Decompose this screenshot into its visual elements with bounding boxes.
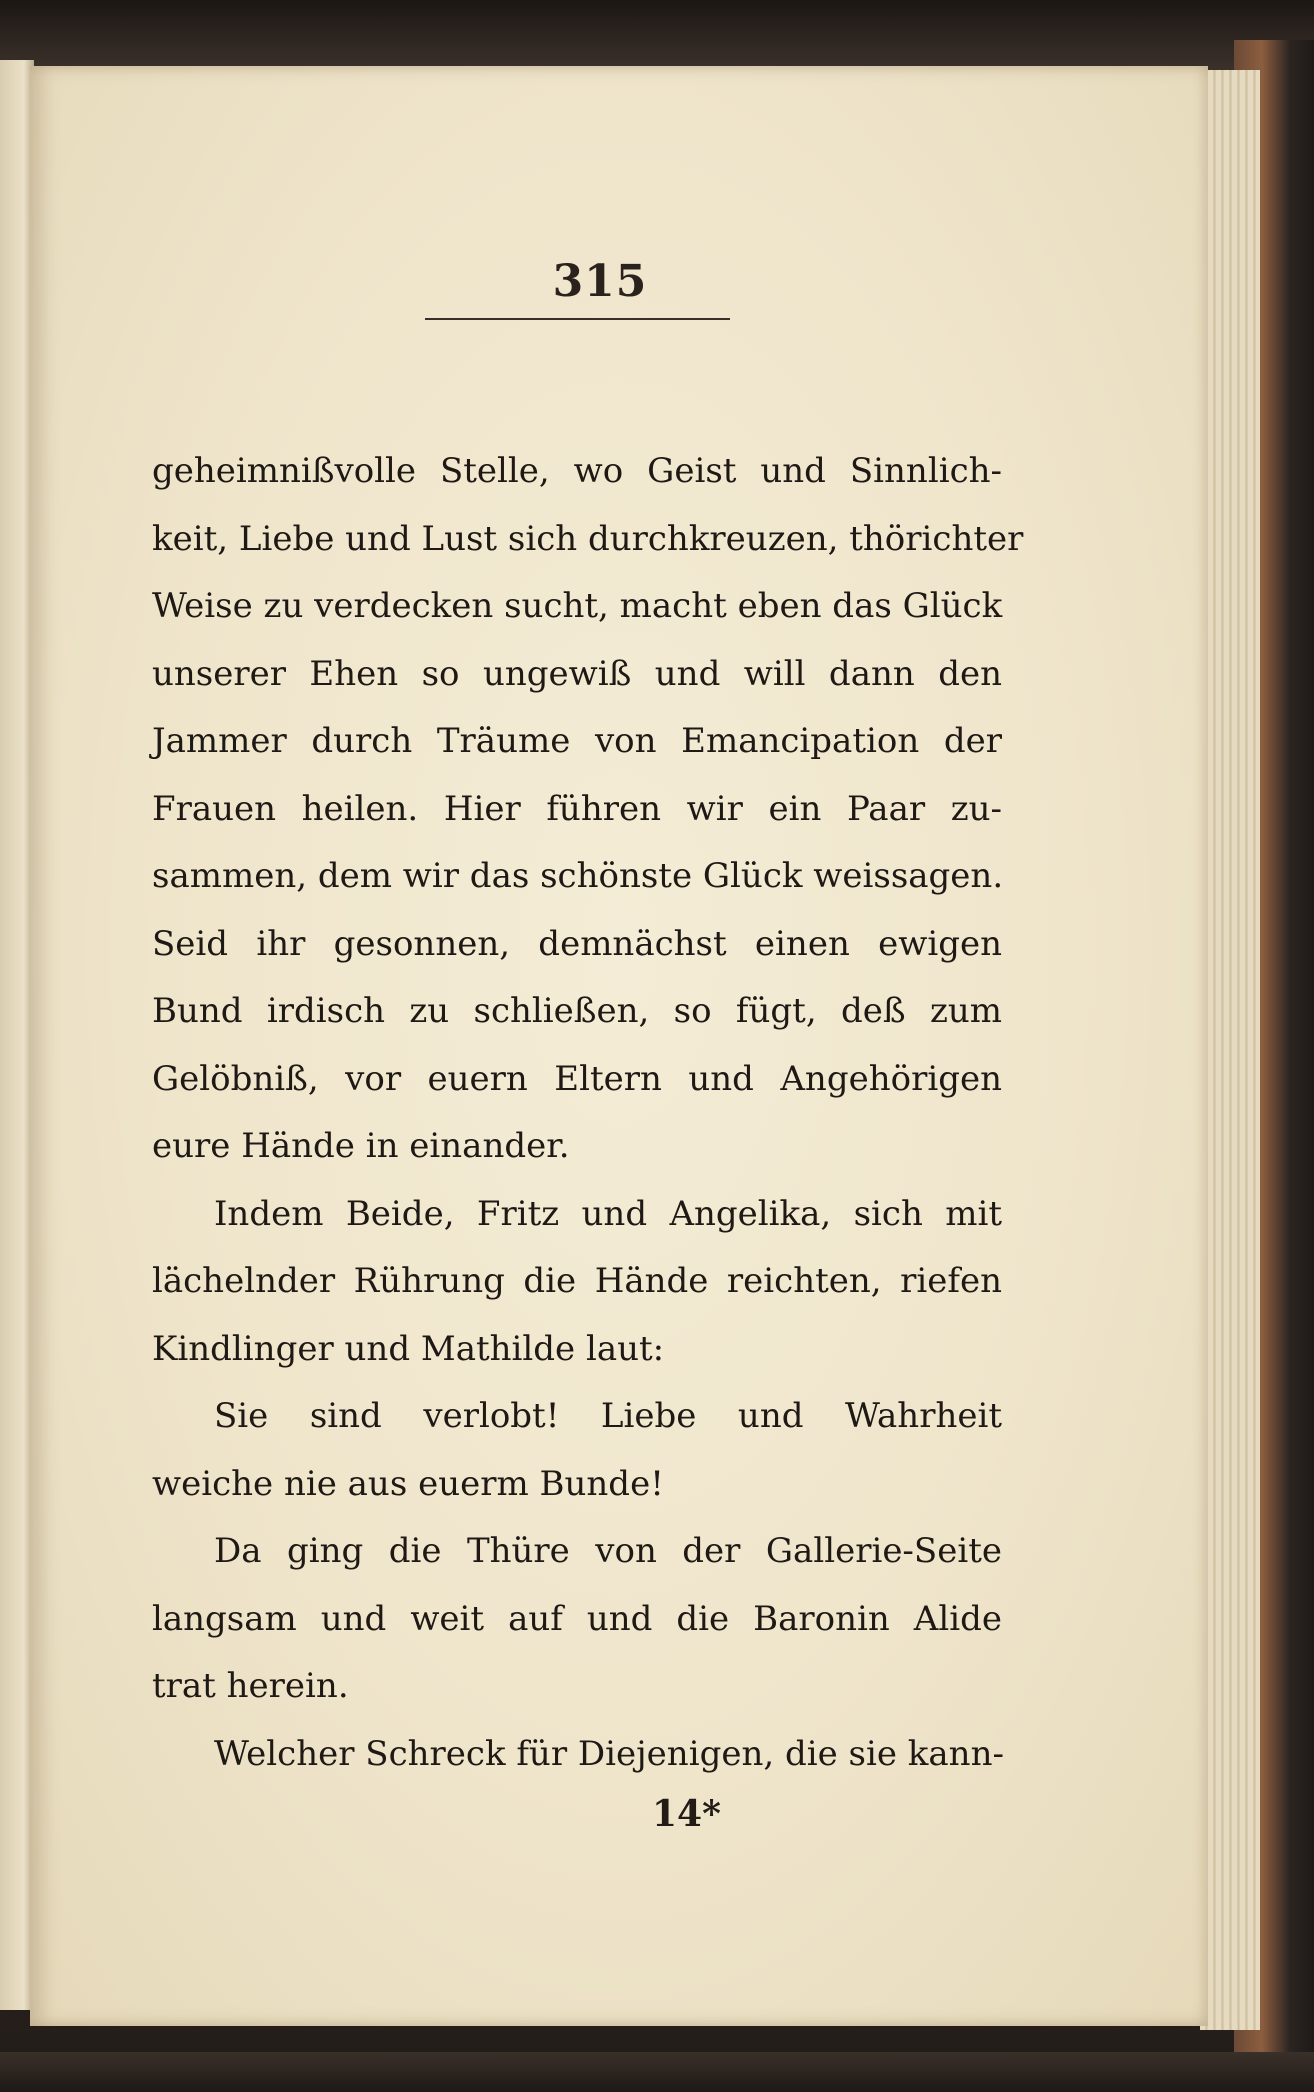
text-line: lächelnder Rührung die Hände reichten, riefen (152, 1261, 1002, 1301)
text-line: Indem Beide, Fritz und Angelika, sich mit (214, 1193, 1002, 1234)
text-line: Kindlinger und Mathilde laut: (152, 1328, 665, 1369)
text-line: Gelöbniß, vor euern Eltern und Angehörigen (152, 1058, 1002, 1099)
text-line: langsam und weit auf und die Baronin Alide (152, 1598, 1002, 1639)
book-cover-top (0, 0, 1314, 70)
book-cover-bottom (0, 2052, 1314, 2092)
text-line: Jammer durch Träume von Emancipation der (152, 721, 1002, 761)
body-text (152, 438, 1024, 1788)
text-line: eure Hände in einander. (152, 1126, 570, 1166)
page-number: 315 (552, 256, 648, 307)
text-line: Weise zu verdecken sucht, macht eben das Glück (152, 586, 1003, 626)
text-line: geheimnißvolle Stelle, wo Geist und Sinnlich- (152, 451, 1002, 491)
text-line: Welcher Schreck für Diejenigen, die sie kann- (214, 1733, 1004, 1774)
text-line: weiche nie aus euerm Bunde! (152, 1463, 664, 1504)
text-line: trat herein. (152, 1666, 349, 1706)
text-line: Bund irdisch zu schließen, so fügt, deß zum (152, 991, 1002, 1031)
page-stack-edges (1200, 70, 1260, 2030)
book-page (30, 66, 1208, 2026)
text-line: Frauen heilen. Hier führen wir ein Paar zu- (152, 788, 1002, 829)
text-line: Sie sind verlobt! Liebe und Wahrheit (214, 1396, 1002, 1436)
header-rule (425, 318, 730, 320)
signature-mark: 14* (652, 1793, 721, 1835)
text-line: Da ging die Thüre von der Gallerie-Seite (214, 1531, 1002, 1571)
left-page-edge (0, 60, 34, 2010)
text-line: sammen, dem wir das schönste Glück weissagen. (152, 856, 1004, 896)
text-line: keit, Liebe und Lust sich durchkreuzen, thörichter (152, 518, 1024, 559)
text-line: Seid ihr gesonnen, demnächst einen ewigen (152, 923, 1002, 964)
text-line: unserer Ehen so ungewiß und will dann den (152, 653, 1002, 694)
